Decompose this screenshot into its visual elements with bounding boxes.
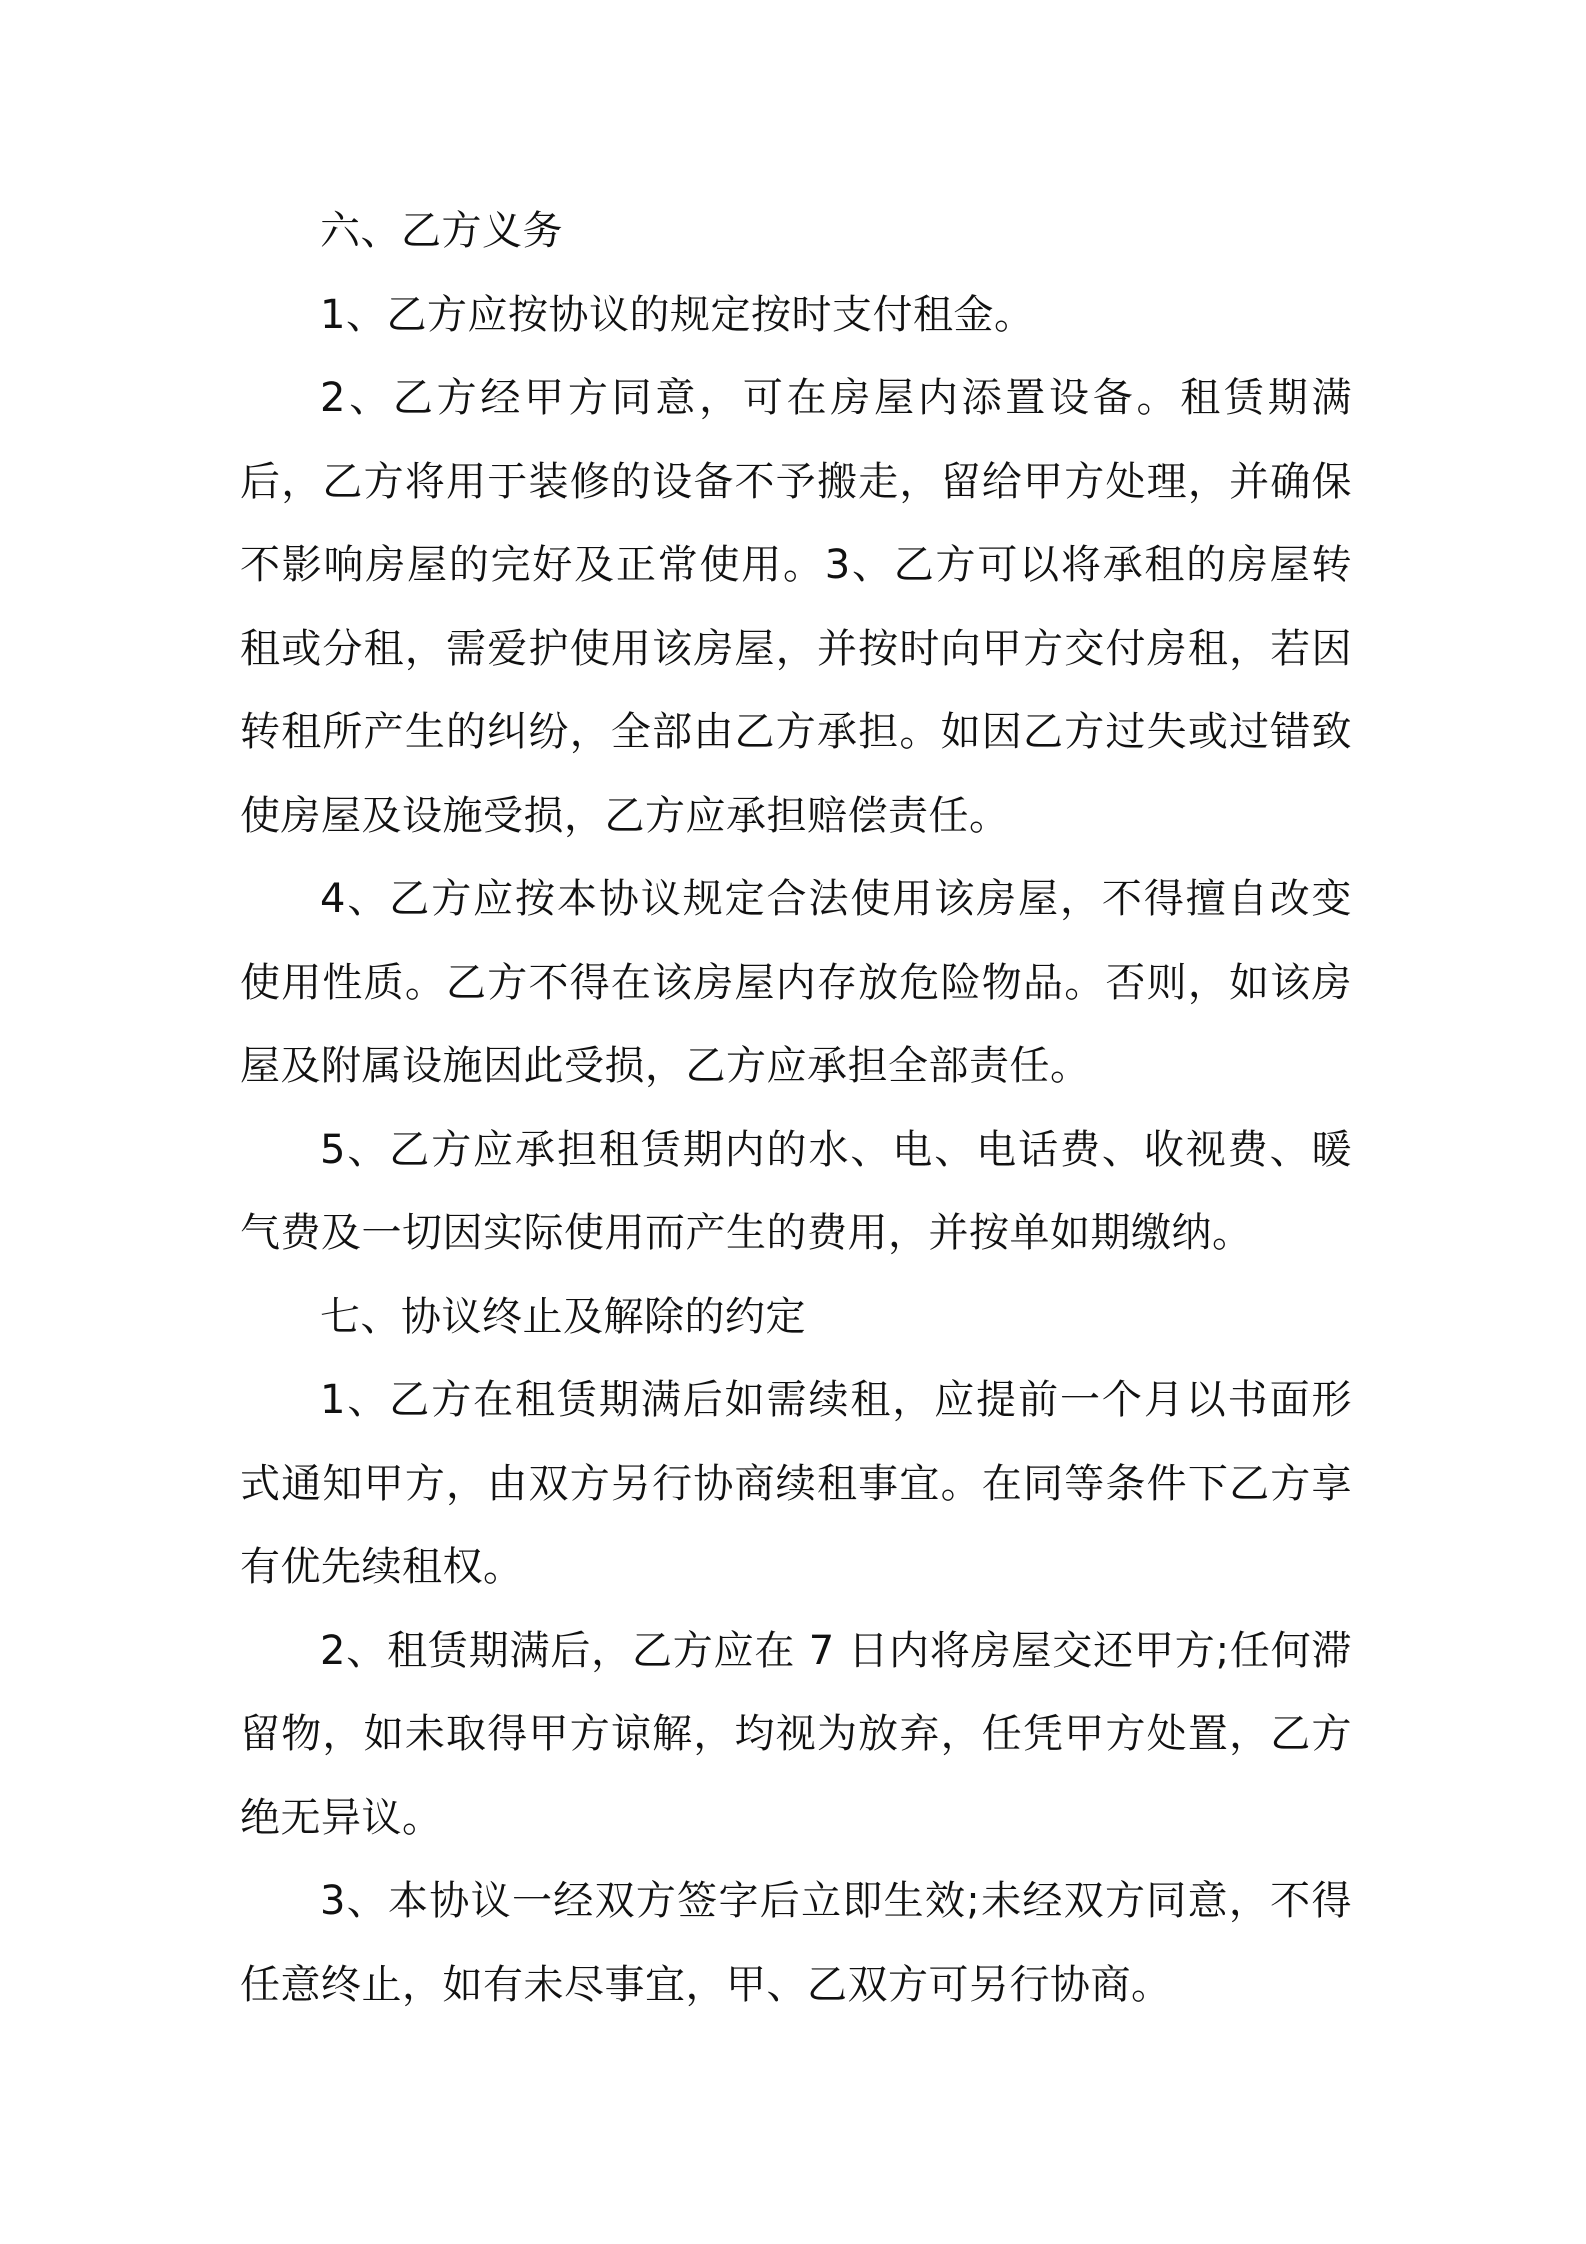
section-6-item-1: 1、乙方应按协议的规定按时支付租金。	[320, 291, 1035, 338]
document-page	[240, 190, 1352, 2027]
section-6-heading: 六、乙方义务	[320, 208, 563, 254]
section-7-item-2: 2、租赁期满后，乙方应在 7 日内将房屋交还甲方;任何滞留物，如未取得甲方谅解，均视为放弃，任凭甲方处置，乙方绝无异议。	[240, 1627, 1352, 1841]
section-6-item-5: 5、乙方应承担租赁期内的水、电、电话费、收视费、暖气费及一切因实际使用而产生的费用，并按单如期缴纳。	[240, 1126, 1352, 1256]
section-6-item-2: 2、乙方经甲方同意，可在房屋内添置设备。租赁期满后，乙方将用于装修的设备不予搬走，留给甲方处理，并确保不影响房屋的完好及正常使用。3、乙方可以将承租的房屋转租或分租，需爱护使用该房屋，并按时向甲方交付房租，若因转租所产生的纠纷，全部由乙方承担。如因乙方过失或过错致使房屋及设施受损，乙方应承担赔偿责任。	[240, 375, 1352, 839]
section-6-item-4: 4、乙方应按本协议规定合法使用该房屋，不得擅自改变使用性质。乙方不得在该房屋内存放危险物品。否则，如该房屋及附属设施因此受损，乙方应承担全部责任。	[240, 876, 1352, 1089]
section-7-item-3: 3、本协议一经双方签字后立即生效;未经双方同意，不得任意终止，如有未尽事宜，甲、乙双方可另行协商。	[240, 1878, 1352, 2008]
section-7-heading: 七、协议终止及解除的约定	[320, 1293, 806, 1340]
section-7-item-1: 1、乙方在租赁期满后如需续租，应提前一个月以书面形式通知甲方，由双方另行协商续租事宜。在同等条件下乙方享有优先续租权。	[240, 1377, 1352, 1590]
